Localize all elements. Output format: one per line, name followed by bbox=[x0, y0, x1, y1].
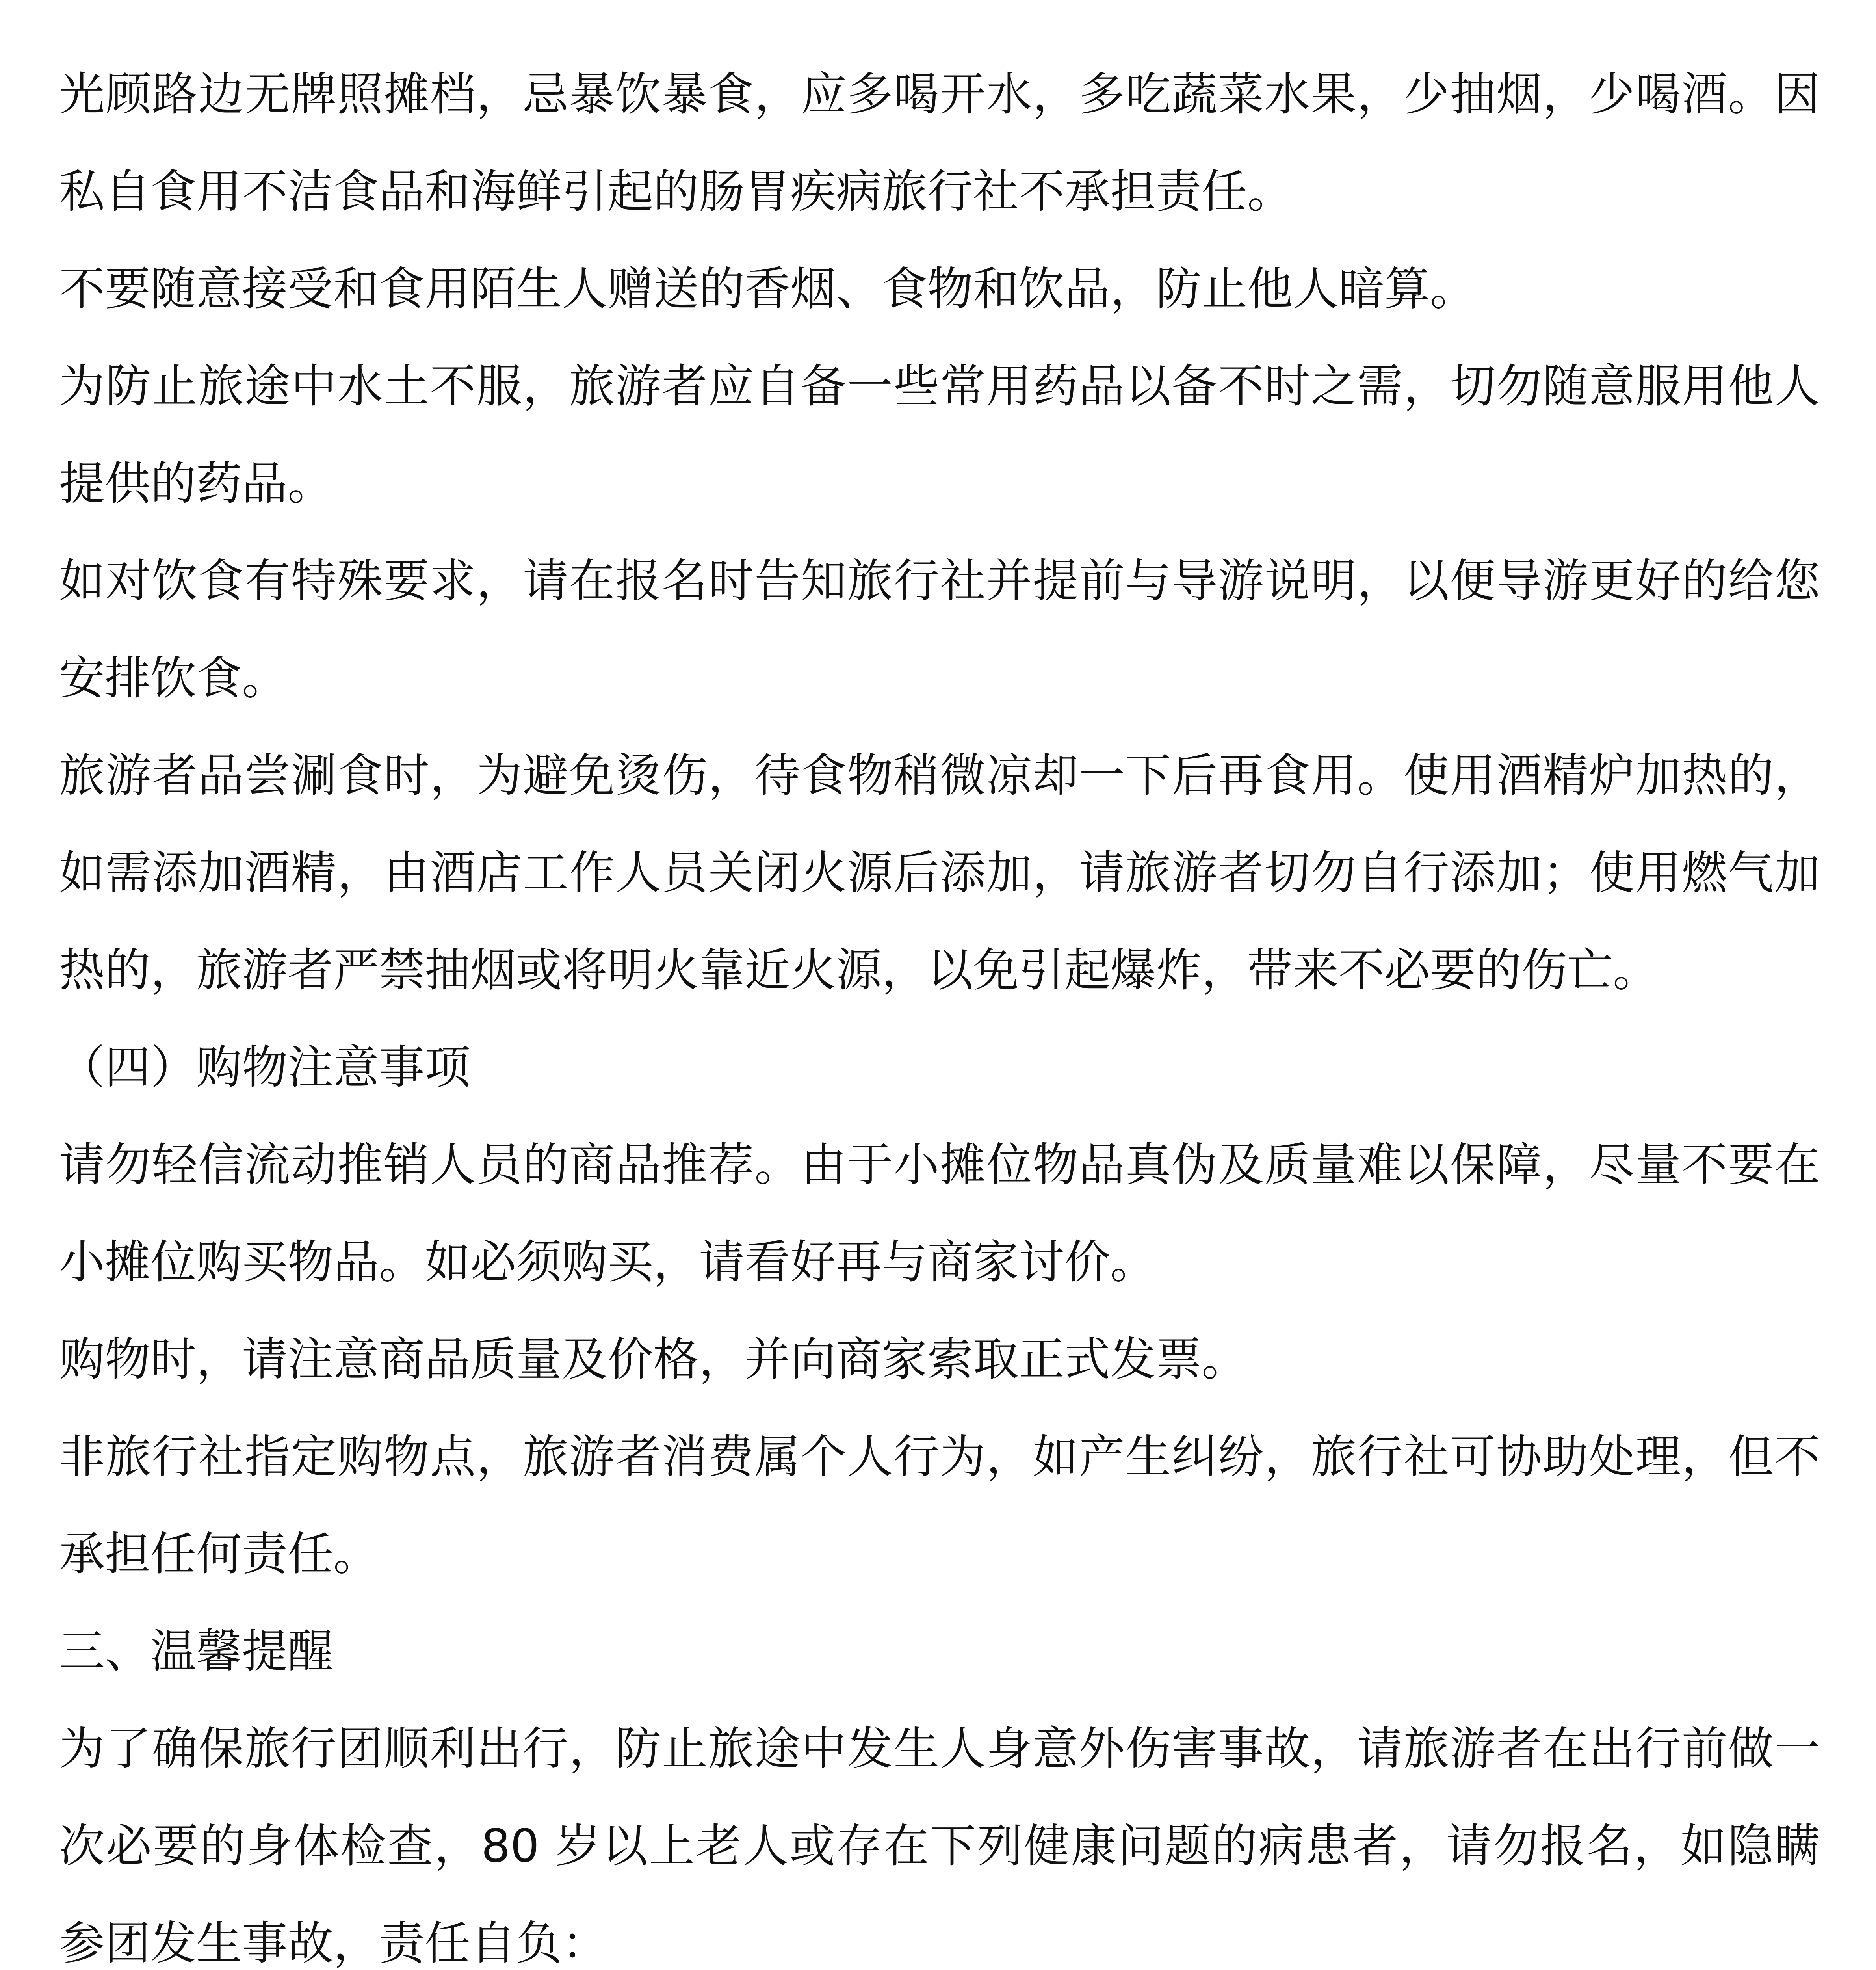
paragraph-invoice: 购物时，请注意商品质量及价格，并向商家索取正式发票。 bbox=[59, 1333, 1247, 1386]
paragraph-medicine: 为防止旅途中水土不服，旅游者应自备一些常用药品以备不时之需，切勿随意服用他人提供的药品。 bbox=[59, 360, 1820, 510]
paragraph-street-vendors: 请勿轻信流动推销人员的商品推荐。由于小摊位物品真伪及质量难以保障，尽量不要在小摊位购买物品。如必须购买，请看好再与商家讨价。 bbox=[59, 1138, 1820, 1289]
paragraph-dietary-requests: 如对饮食有特殊要求，请在报名时告知旅行社并提前与导游说明，以便导游更好的给您安排饮食。 bbox=[59, 554, 1820, 705]
paragraph-stranger-gifts: 不要随意接受和食用陌生人赠送的香烟、食物和饮品，防止他人暗算。 bbox=[59, 262, 1476, 316]
paragraph-non-designated-shops: 非旅行社指定购物点，旅游者消费属个人行为，如产生纠纷，旅行社可协助处理，但不承担任何责任。 bbox=[59, 1430, 1820, 1581]
paragraph-food-safety: 光顾路边无牌照摊档，忌暴饮暴食，应多喝开水，多吃蔬菜水果，少抽烟，少喝酒。因私自食用不洁食品和海鲜引起的肠胃疾病旅行社不承担责任。 bbox=[59, 68, 1820, 218]
section-heading-reminders: 三、温馨提醒 bbox=[59, 1625, 333, 1678]
section-heading-shopping: （四）购物注意事项 bbox=[59, 1041, 470, 1094]
paragraph-hotpot-safety: 旅游者品尝涮食时，为避免烫伤，待食物稍微凉却一下后再食用。使用酒精炉加热的，如需添加酒精，由酒店工作人员关闭火源后添加，请旅游者切勿自行添加；使用燃气加热的，旅游者严禁抽烟或将明火靠近火源，以免引起爆炸，带来不必要的伤亡。 bbox=[59, 749, 1820, 997]
document-page bbox=[59, 46, 1820, 1970]
paragraph-health-check: 为了确保旅行团顺利出行，防止旅途中发生人身意外伤害事故，请旅游者在出行前做一次必要的身体检查，80 岁以上老人或存在下列健康问题的病患者，请勿报名，如隐瞒参团发生事故，责任自负： bbox=[59, 1722, 1820, 1970]
